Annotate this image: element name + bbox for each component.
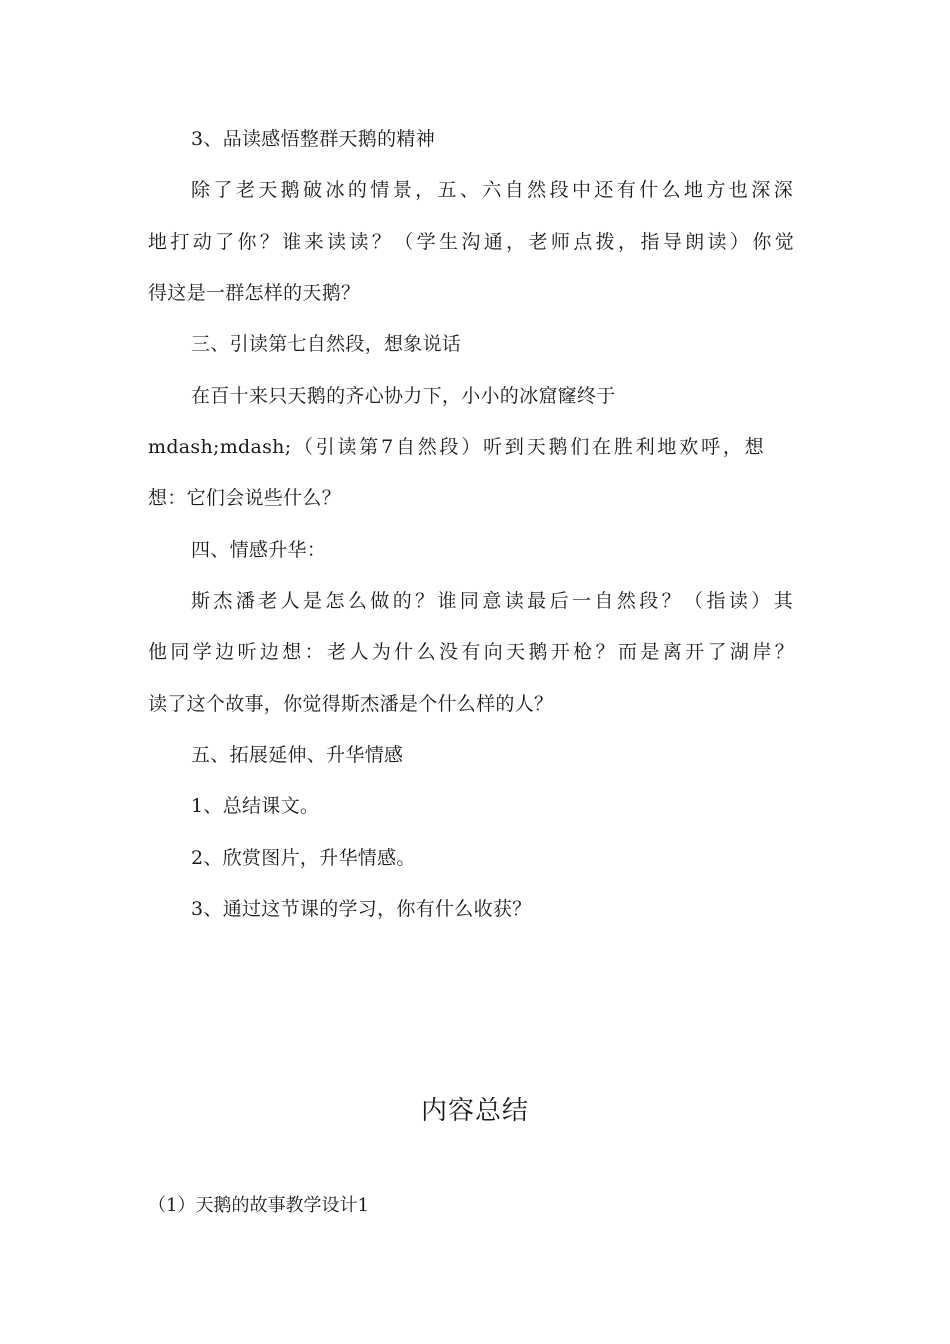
summary-item: （1）天鹅的故事教学设计1: [148, 1195, 369, 1216]
text-line: 读了这个故事，你觉得斯杰潘是个什么样的人？: [148, 693, 554, 715]
text-line: 3、品读感悟整群天鹅的精神: [191, 128, 435, 150]
text-line: 他同学边听边想：老人为什么没有向天鹅开枪？而是离开了湖岸？: [148, 641, 794, 663]
list-item: 3、通过这节课的学习，你有什么收获？: [191, 898, 532, 920]
text-line: 地打动了你？谁来读读？（学生沟通，老师点拨，指导朗读）你觉: [148, 231, 794, 253]
text-line: 斯杰潘老人是怎么做的？谁同意读最后一自然段？（指读）其: [191, 590, 793, 612]
summary-title: 内容总结: [420, 1096, 529, 1126]
section-heading: 三、引读第七自然段，想象说话: [191, 333, 462, 355]
list-item: 2、欣赏图片，升华情感。: [191, 847, 416, 869]
text-line: 得这是一群怎样的天鹅？: [148, 282, 361, 304]
text-line: 除了老天鹅破冰的情景，五、六自然段中还有什么地方也深深: [191, 179, 793, 201]
list-item: 1、总结课文。: [191, 795, 320, 817]
text-line: mdash;mdash;（引读第7自然段）听到天鹅们在胜利地欢呼，想: [148, 436, 764, 458]
section-heading: 五、拓展延伸、升华情感: [191, 744, 404, 766]
text-line: 想：它们会说些什么？: [148, 487, 342, 509]
text-line: 在百十来只天鹅的齐心协力下，小小的冰窟窿终于: [191, 385, 616, 407]
section-heading: 四、情感升华：: [191, 539, 327, 561]
